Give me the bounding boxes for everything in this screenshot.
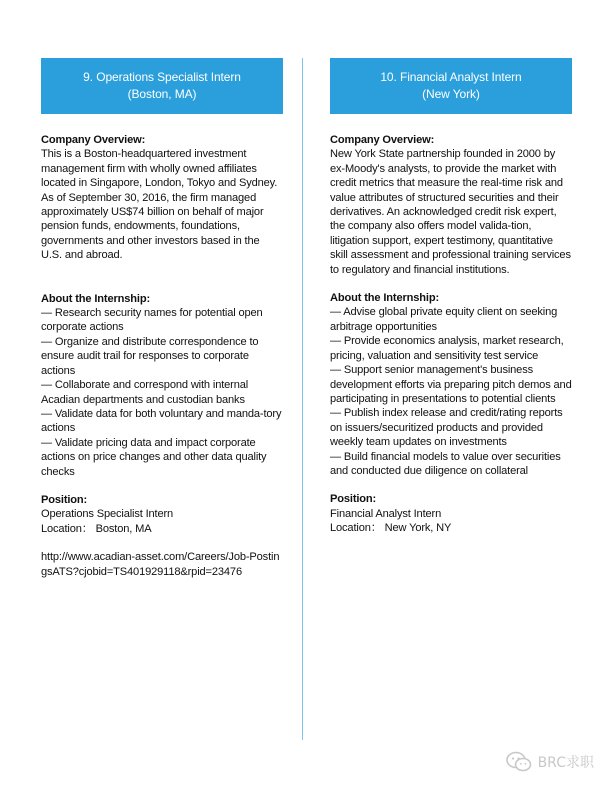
wechat-icon xyxy=(506,751,532,773)
column-divider xyxy=(302,58,303,740)
left-banner-title: 9. Operations Specialist Intern xyxy=(83,70,241,84)
list-item: — Organize and distribute correspondence to ensure audit trail for responses to corporate actions xyxy=(41,335,259,377)
list-item: — Validate data for both voluntary and manda-tory actions xyxy=(41,407,282,435)
left-position-heading: Position: xyxy=(41,493,88,506)
right-location: Location： New York, NY xyxy=(330,522,452,535)
right-content xyxy=(330,133,572,536)
right-banner xyxy=(330,58,572,114)
right-position-title: Financial Analyst Intern xyxy=(330,507,442,520)
list-item: — Collaborate and correspond with internal Acadian departments and custodian banks xyxy=(41,379,249,406)
list-item: — Advise global private equity client on seeking arbitrage opportunities xyxy=(330,306,558,333)
left-banner-location: (Boston, MA) xyxy=(127,87,197,101)
right-overview-heading: Company Overview: xyxy=(330,134,435,146)
right-banner-title: 10. Financial Analyst Intern xyxy=(380,70,522,84)
list-item: — Validate pricing data and impact corporate actions on price changes and other data quality checks xyxy=(41,436,267,478)
watermark xyxy=(506,751,594,773)
left-position-title: Operations Specialist Intern xyxy=(41,508,174,521)
right-overview-text: New York State partnership founded in 2000 by ex-Moody's analysts, to provide the market with credit metrics that measure the real-time risk and value attributes of structured securities and their derivatives. An acknowledged credit risk expert, the company also offers model valida-tion, litigation support, expert testimony, quantitative skill assessment and professional training services to regulatory and financial institutions. xyxy=(330,148,571,276)
right-column xyxy=(330,58,572,536)
left-duties-list xyxy=(41,306,283,479)
right-internship-heading: About the Internship: xyxy=(330,292,440,305)
list-item: — Support senior management's business development efforts via preparing pitch demos and participating in presentations to potential clients xyxy=(330,364,572,405)
left-job-url[interactable]: http://www.acadian-asset.com/Careers/Job-PostingsATS?cjobid=TS401929118&rpid=23476 xyxy=(41,551,280,578)
left-location: Location： Boston, MA xyxy=(41,522,152,535)
right-duties-list xyxy=(330,305,572,478)
right-position-heading: Position: xyxy=(330,493,377,506)
left-banner xyxy=(41,58,283,114)
left-internship-heading: About the Internship: xyxy=(41,292,151,305)
list-item: — Publish index release and credit/rating reports on issuers/securitized products and provided weekly team updates on investments xyxy=(330,407,563,449)
watermark-text: BRC求职 xyxy=(537,755,594,771)
list-item: — Build financial models to value over securities and conducted due diligence on collateral xyxy=(330,450,561,477)
right-banner-location: (New York) xyxy=(422,87,480,101)
list-item: — Provide economics analysis, market research, pricing, valuation and sensitivity test service xyxy=(330,335,564,362)
left-overview-heading: Company Overview: xyxy=(41,134,146,146)
left-overview-text: This is a Boston-headquartered investment management firm with wholly owned affiliates located in Singapore, London, Tokyo and Sydney. As of September 30, 2016, the firm managed approximately US$74 billion on behalf of major pension funds, endowments, foundations, governments and other investors based in the U.S. and abroad. xyxy=(41,148,278,262)
left-content xyxy=(41,133,283,579)
left-column xyxy=(41,58,283,579)
list-item: — Research security names for potential open corporate actions xyxy=(41,307,263,334)
